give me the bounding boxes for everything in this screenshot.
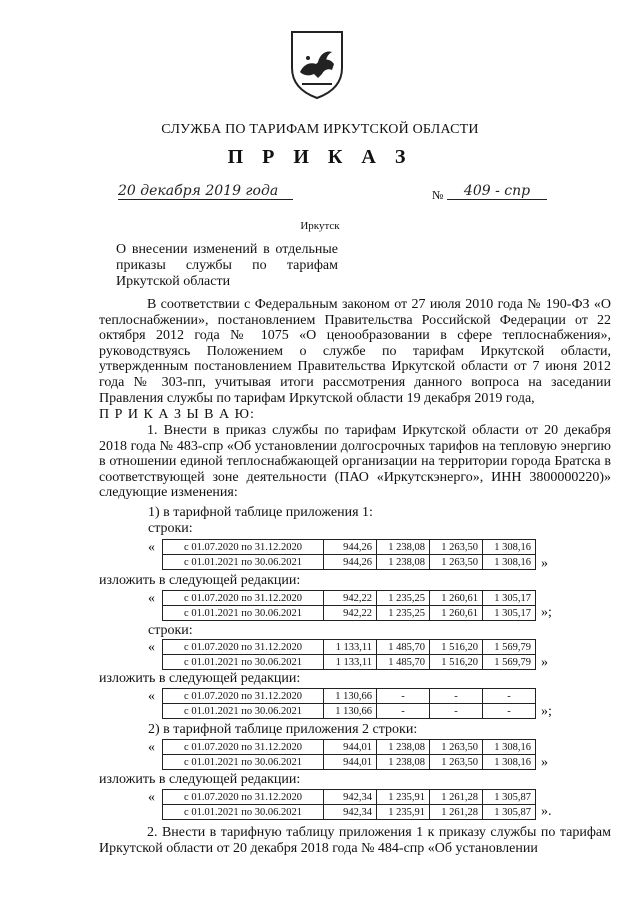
order-subject: О внесении изменений в отдельные приказы службы по тарифам Иркутской области bbox=[116, 242, 338, 289]
tariff-cell: 1 308,16 bbox=[483, 540, 536, 555]
replace-label-1: изложить в следующей редакции: bbox=[99, 573, 301, 588]
organization-name: СЛУЖБА ПО ТАРИФАМ ИРКУТСКОЙ ОБЛАСТИ bbox=[161, 122, 479, 137]
order-number-handwritten: 409 - спр bbox=[447, 183, 547, 200]
tariff-table-4 bbox=[162, 688, 536, 719]
tariff-cell: 1 235,25 bbox=[377, 606, 430, 621]
tariff-cell: 1 261,28 bbox=[430, 790, 483, 805]
replace-label-3: изложить в следующей редакции: bbox=[99, 772, 301, 787]
tariff-cell: 1 516,20 bbox=[430, 655, 483, 670]
quote-close: » bbox=[541, 556, 548, 571]
tariff-cell: 1 305,87 bbox=[483, 790, 536, 805]
item-2-paragraph: 2. Внести в тарифную таблицу приложения 1 к приказу службы по тарифам Иркутской области от 20 декабря 2018 года № 484-спр «Об установлении bbox=[99, 825, 611, 856]
tariff-cell: 1 308,16 bbox=[483, 740, 536, 755]
tariff-cell: 942,34 bbox=[324, 790, 377, 805]
tariff-cell: 1 260,61 bbox=[430, 606, 483, 621]
quote-close: » bbox=[541, 755, 548, 770]
rows-label-2: строки: bbox=[148, 623, 193, 638]
tariff-cell: 1 238,08 bbox=[377, 740, 430, 755]
tariff-cell: 944,26 bbox=[324, 555, 377, 570]
quote-close: » bbox=[541, 655, 548, 670]
tariff-cell: 1 569,79 bbox=[483, 640, 536, 655]
sub-item-2: 2) в тарифной таблице приложения 2 строки: bbox=[148, 722, 418, 737]
period-cell: с 01.07.2020 по 31.12.2020 bbox=[163, 740, 324, 755]
tariff-cell: 1 130,66 bbox=[324, 704, 377, 719]
period-cell: с 01.07.2020 по 31.12.2020 bbox=[163, 540, 324, 555]
tariff-cell: 1 516,20 bbox=[430, 640, 483, 655]
table-row bbox=[163, 755, 536, 770]
table-row bbox=[163, 640, 536, 655]
period-cell: с 01.01.2021 по 30.06.2021 bbox=[163, 655, 324, 670]
tariff-table-2 bbox=[162, 590, 536, 621]
quote-open: « bbox=[148, 790, 155, 805]
period-cell: с 01.01.2021 по 30.06.2021 bbox=[163, 755, 324, 770]
period-cell: с 01.07.2020 по 31.12.2020 bbox=[163, 790, 324, 805]
tariff-cell: - bbox=[483, 689, 536, 704]
tariff-cell: 942,22 bbox=[324, 606, 377, 621]
tariff-table-6 bbox=[162, 789, 536, 820]
tariff-cell: 1 260,61 bbox=[430, 591, 483, 606]
table-row bbox=[163, 704, 536, 719]
tariff-table-3 bbox=[162, 639, 536, 670]
period-cell: с 01.07.2020 по 31.12.2020 bbox=[163, 689, 324, 704]
tariff-cell: 1 133,11 bbox=[324, 655, 377, 670]
quote-open: « bbox=[148, 640, 155, 655]
table-row bbox=[163, 805, 536, 820]
order-date-handwritten: 20 декабря 2019 года bbox=[118, 183, 293, 200]
tariff-cell: - bbox=[377, 689, 430, 704]
tariff-cell: 1 235,91 bbox=[377, 790, 430, 805]
quote-close-semicolon: »; bbox=[541, 704, 552, 719]
quote-close-semicolon: »; bbox=[541, 605, 552, 620]
sub-item-1: 1) в тарифной таблице приложения 1: bbox=[148, 505, 373, 520]
tariff-cell: 1 263,50 bbox=[430, 740, 483, 755]
tariff-cell: 944,26 bbox=[324, 540, 377, 555]
table-row bbox=[163, 655, 536, 670]
replace-label-2: изложить в следующей редакции: bbox=[99, 671, 301, 686]
tariff-cell: 1 261,28 bbox=[430, 805, 483, 820]
tariff-cell: 1 130,66 bbox=[324, 689, 377, 704]
tariff-cell: 1 305,17 bbox=[483, 606, 536, 621]
tariff-cell: 1 235,91 bbox=[377, 805, 430, 820]
tariff-cell: 942,22 bbox=[324, 591, 377, 606]
tariff-cell: 1 305,87 bbox=[483, 805, 536, 820]
period-cell: с 01.01.2021 по 30.06.2021 bbox=[163, 606, 324, 621]
order-word: П Р И К А З Ы В А Ю: bbox=[99, 407, 255, 422]
table-row bbox=[163, 591, 536, 606]
tariff-table-5 bbox=[162, 739, 536, 770]
quote-open: « bbox=[148, 740, 155, 755]
item-1-paragraph: 1. Внести в приказ службы по тарифам Иркутской области от 20 декабря 2018 года № 483-спр «Об установлении долгосрочных тарифов на тепловую энергию в отношении единой теплоснабжающей организации на территории города Братска в соответствующей зоне деятельности (ПАО «Иркутскэнерго», ИНН 3800000220)» следующие изменения: bbox=[99, 423, 611, 501]
tariff-cell: - bbox=[430, 689, 483, 704]
period-cell: с 01.07.2020 по 31.12.2020 bbox=[163, 591, 324, 606]
period-cell: с 01.01.2021 по 30.06.2021 bbox=[163, 805, 324, 820]
table-row bbox=[163, 790, 536, 805]
tariff-cell: 1 305,17 bbox=[483, 591, 536, 606]
table-row bbox=[163, 740, 536, 755]
tariff-cell: 1 263,50 bbox=[430, 555, 483, 570]
tariff-cell: 1 238,08 bbox=[377, 540, 430, 555]
tariff-cell: 1 263,50 bbox=[430, 540, 483, 555]
quote-open: « bbox=[148, 591, 155, 606]
period-cell: с 01.01.2021 по 30.06.2021 bbox=[163, 555, 324, 570]
table-row bbox=[163, 555, 536, 570]
table-row bbox=[163, 689, 536, 704]
quote-open: « bbox=[148, 540, 155, 555]
table-row bbox=[163, 540, 536, 555]
tariff-cell: 1 485,70 bbox=[377, 640, 430, 655]
coat-of-arms-emblem bbox=[288, 28, 346, 100]
tariff-cell: 1 308,16 bbox=[483, 555, 536, 570]
tariff-cell: - bbox=[430, 704, 483, 719]
period-cell: с 01.01.2021 по 30.06.2021 bbox=[163, 704, 324, 719]
tariff-table-1 bbox=[162, 539, 536, 570]
rows-label-1: строки: bbox=[148, 521, 193, 536]
tariff-cell: 1 308,16 bbox=[483, 755, 536, 770]
preamble-paragraph: В соответствии с Федеральным законом от 27 июля 2010 года № 190-ФЗ «О теплоснабжении», постановлением Правительства Российской Федерации от 22 октября 2012 года № 1075 «О ценообразовании в сфере теплоснабжения», руководствуясь Положением о службе по тарифам Иркутской области, утвержденным постановлением Правительства Иркутской области от 7 июня 2012 года № 303-пп, учитывая итоги рассмотрения данного вопроса на заседании Правления службы по тарифам Иркутской области 19 декабря 2019 года, bbox=[99, 297, 611, 406]
tariff-cell: - bbox=[377, 704, 430, 719]
table-row bbox=[163, 606, 536, 621]
tariff-cell: 1 238,08 bbox=[377, 755, 430, 770]
tariff-cell: - bbox=[483, 704, 536, 719]
tariff-cell: 944,01 bbox=[324, 740, 377, 755]
tariff-cell: 1 238,08 bbox=[377, 555, 430, 570]
tariff-cell: 1 569,79 bbox=[483, 655, 536, 670]
tariff-cell: 1 235,25 bbox=[377, 591, 430, 606]
tariff-cell: 944,01 bbox=[324, 755, 377, 770]
tariff-cell: 1 133,11 bbox=[324, 640, 377, 655]
period-cell: с 01.07.2020 по 31.12.2020 bbox=[163, 640, 324, 655]
city-name: Иркутск bbox=[300, 220, 340, 232]
quote-close-dot: ». bbox=[541, 804, 552, 819]
document-title: П Р И К А З bbox=[227, 146, 413, 168]
order-number-label: № bbox=[432, 188, 444, 202]
quote-open: « bbox=[148, 689, 155, 704]
tariff-cell: 1 263,50 bbox=[430, 755, 483, 770]
tariff-cell: 1 485,70 bbox=[377, 655, 430, 670]
tariff-cell: 942,34 bbox=[324, 805, 377, 820]
